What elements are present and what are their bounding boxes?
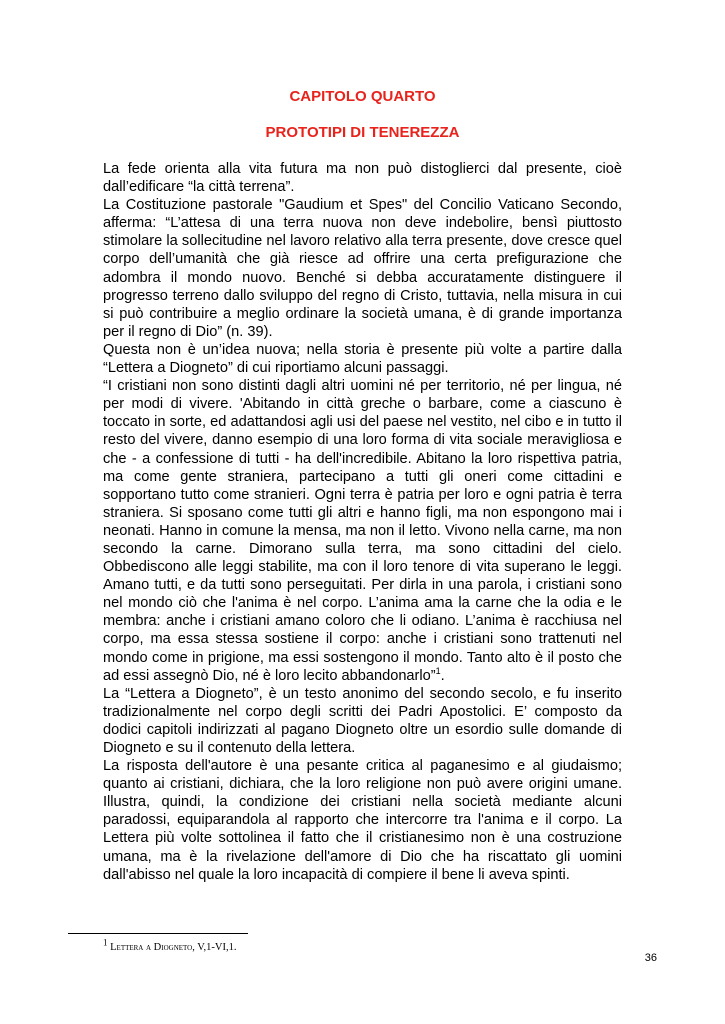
footnote-location: , V,1-VI,1.	[192, 942, 237, 953]
footnote-separator	[68, 933, 248, 934]
chapter-title: PROTOTIPI DI TENEREZZA	[265, 124, 460, 141]
paragraph: Questa non è un’idea nuova; nella storia è presente più volte a partire dalla “Lettera a Diogneto” di cui riportiamo alcuni passaggi.	[103, 341, 622, 377]
footnote-number: 1	[103, 937, 108, 948]
body-text	[103, 160, 622, 884]
paragraph: La risposta dell'autore è una pesante critica al paganesimo e al giudaismo; quanto ai cristiani, dichiara, che la loro religione non può avere origini umane. Illustra, quindi, la condizione dei cristiani nella società mediante alcuni paradossi, equiparandola al rapporto che intercorre tra l'anima e il corpo. La Lettera più volte sottolinea il fatto che il cristianesimo non è una costruzione umana, ma è la rivelazione dell'amore di Dio che ha riscattato gli uomini dall'abisso nel quale la loro incapacità di compiere il bene li aveva spinti.	[103, 758, 622, 883]
quote-text: “I cristiani non sono distinti dagli altri uomini né per territorio, né per lingua, né per modi di vivere. 'Abitando in città greche o barbare, come a ciascuno è toccato in sorte, ed adattandosi agli usi del paese nel vestito, nel cibo e in tutto il resto del vivere, danno esempio di una loro forma di vita sociale meravigliosa e che - a confessione di tutti - ha dell'incredibile. Abitano la loro rispettiva patria, ma come gente straniera, partecipano a tutti gli oneri come cittadini e sopportano tutto come stranieri. Ogni terra è patria per loro e ogni patria è terra straniera. Si sposano come tutti gli altri e hanno figli, ma non espongono mai i neonati. Hanno in comune la mensa, ma non il letto. Vivono nella carne, ma non secondo la carne. Dimorano sulla terra, ma sono cittadini del cielo. Obbediscono alle leggi stabilite, ma con il loro tenore di vita superano le leggi. Amano tutti, e da tutti sono perseguitati. Per dirla in una parola, i cristiani sono nel mondo ciò che l'anima è nel corpo. L’anima ama la carne che la odia e le membra: anche i cristiani amano coloro che li odiano. L’anima è racchiusa nel corpo, ma essa stessa sostiene il corpo: anche i cristiani sono trattenuti nel mondo come in prigione, ma essi sostengono il mondo. Tanto alto è il posto che ad essi assegnò Dio, né è loro lecito abbandonarlo”	[103, 378, 622, 684]
page-number: 36	[644, 952, 657, 964]
paragraph: La fede orienta alla vita futura ma non può distoglierci dal presente, cioè dall’edificare “la città terrena”.	[103, 161, 622, 196]
chapter-label: CAPITOLO QUARTO	[289, 88, 436, 105]
paragraph: “I cristiani non sono distinti dagli altri uomini né per territorio, né per lingua, né per modi di vivere. 'Abitando in città greche o barbare, come a ciascuno è toccato in sorte, ed adattandosi agli usi del paese nel vestito, nel cibo e in tutto il resto del vivere, danno esempio di una loro forma di vita sociale meravigliosa e che - a confessione di tutti - ha dell'incredibile. Abitano la loro rispettiva patria, ma come gente straniera, partecipano a tutti gli oneri come cittadini e sopportano tutto come stranieri. Ogni terra è patria per loro e ogni patria è terra straniera. Si sposano come tutti gli altri e hanno figli, ma non espongono mai i neonati. Hanno in comune la mensa, ma non il letto. Vivono nella carne, ma non secondo la carne. Dimorano sulla terra, ma sono cittadini del cielo. Obbediscono alle leggi stabilite, ma con il loro tenore di vita superano le leggi. Amano tutti, e da tutti sono perseguitati. Per dirla in una parola, i cristiani sono nel mondo ciò che l'anima è nel corpo. L’anima ama la carne che la odia e le membra: anche i cristiani amano coloro che li odiano. L’anima è racchiusa nel corpo, ma essa stessa sostiene il corpo: anche i cristiani sono trattenuti nel mondo come in prigione, ma essi sostengono il mondo. Tanto alto è il posto che ad essi assegnò Dio, né è loro lecito abbandonarlo”$^1$.	[103, 378, 622, 684]
footnote-source: Lettera a Diogneto	[110, 942, 193, 953]
paragraph: La Costituzione pastorale "Gaudium et Spes" del Concilio Vaticano Secondo, afferma: “L’attesa di una terra nuova non deve indebolire, bensì piuttosto stimolare la sollecitudine nel lavoro relativo alla terra presente, dove cresce quel corpo dell’umanità che già riesce ad offrire una certa prefigurazione che adombra il mondo nuovo. Benché si debba accuratamente distinguere il progresso terreno dallo sviluppo del regno di Cristo, tuttavia, nella misura in cui si può contribuire a meglio ordinare la società umana, è di grande importanza per il regno di Dio” (n. 39).	[103, 197, 622, 340]
footnote-reference[interactable]: 1	[435, 665, 441, 676]
footnote	[103, 937, 237, 953]
paragraph: La “Lettera a Diogneto”, è un testo anonimo del secondo secolo, e fu inserito tradizionalmente nel corpo degli scritti dei Padri Apostolici. E’ composto da dodici capitoli indirizzati al pagano Diogneto oltre un esordio sulle domande di Diogneto e su il contenuto della lettera.	[103, 685, 622, 756]
